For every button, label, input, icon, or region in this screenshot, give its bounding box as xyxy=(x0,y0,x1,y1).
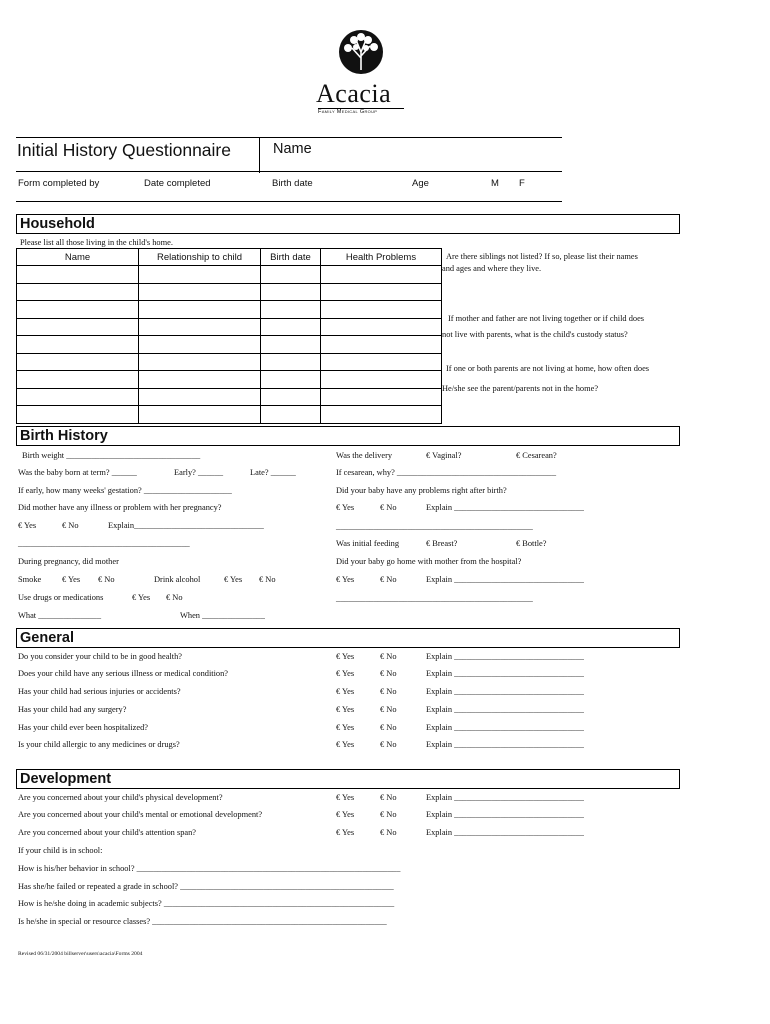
no-checkbox[interactable]: € No xyxy=(62,521,79,530)
no-checkbox[interactable]: € No xyxy=(380,828,397,837)
table-row xyxy=(17,336,442,354)
behavior-field[interactable]: How is his/her behavior in school? _______________________________________________________________ xyxy=(18,864,401,873)
household-section-title: Household xyxy=(16,214,680,234)
form-completed-by-label: Form completed by xyxy=(18,178,100,189)
column-header: Health Problems xyxy=(321,249,442,266)
no-checkbox[interactable]: € No xyxy=(380,575,397,584)
development-question: Are you concerned about your child's mental or emotional development? xyxy=(18,810,263,819)
home-with-mother: Did your baby go home with mother from the hospital? xyxy=(336,557,522,566)
birth-history-section-title: Birth History xyxy=(16,426,680,446)
general-question: Is your child allergic to any medicines or drugs? xyxy=(18,740,180,749)
custody-question-cont: not live with parents, what is the child's custody status? xyxy=(442,330,628,339)
yes-checkbox[interactable]: € Yes xyxy=(62,575,81,584)
cesarean-why[interactable]: If cesarean, why? ______________________________________ xyxy=(336,468,557,477)
logo-subtitle: Family Medical Group xyxy=(318,109,378,115)
school-label: If your child is in school: xyxy=(18,846,103,855)
general-question: Has your child had serious injuries or accidents? xyxy=(18,687,181,696)
no-checkbox[interactable]: € No xyxy=(380,687,397,696)
explain-field[interactable]: Explain _______________________________ xyxy=(426,810,584,819)
birth-date-label: Birth date xyxy=(272,178,313,189)
table-row xyxy=(17,353,442,371)
m-label: M xyxy=(491,178,499,189)
no-checkbox[interactable]: € No xyxy=(380,503,397,512)
yes-checkbox[interactable]: € Yes xyxy=(336,793,355,802)
general-question: Has your child had any surgery? xyxy=(18,705,127,714)
initial-feeding: Was initial feeding xyxy=(336,539,400,548)
table-row xyxy=(17,301,442,319)
explain-field[interactable]: Explain _______________________________ xyxy=(426,503,584,512)
acacia-tree-icon xyxy=(310,28,410,74)
yes-checkbox[interactable]: € Yes xyxy=(132,593,151,602)
explain-field[interactable]: Explain _______________________________ xyxy=(426,740,584,749)
when-field[interactable]: When _______________ xyxy=(180,611,265,620)
yes-checkbox[interactable]: € Yes xyxy=(336,669,355,678)
general-section-title: General xyxy=(16,628,680,648)
explain-field[interactable]: Explain _______________________________ xyxy=(426,705,584,714)
yes-checkbox[interactable]: € Yes xyxy=(224,575,243,584)
yes-checkbox[interactable]: € Yes xyxy=(336,810,355,819)
special-classes-field[interactable]: Is he/she in special or resource classes? ________________________________________________________ xyxy=(18,917,387,926)
no-checkbox[interactable]: € No xyxy=(380,669,397,678)
birth-weight[interactable]: Birth weight ________________________________ xyxy=(22,451,201,460)
visit-question-cont: He/she see the parent/parents not in the home? xyxy=(442,384,599,393)
early-weeks[interactable]: If early, how many weeks' gestation? _____________________ xyxy=(18,486,232,495)
visit-question: If one or both parents are not living at home, how often does xyxy=(446,364,650,373)
problems-after-birth: Did your baby have any problems right after birth? xyxy=(336,486,507,495)
explain-field[interactable]: Explain _______________________________ xyxy=(426,652,584,661)
explain-field[interactable]: Explain _______________________________ xyxy=(426,793,584,802)
table-row xyxy=(17,266,442,284)
yes-checkbox[interactable]: € Yes xyxy=(336,652,355,661)
bottle-checkbox[interactable]: € Bottle? xyxy=(516,539,547,548)
early-field[interactable]: Early? ______ xyxy=(174,468,224,477)
no-checkbox[interactable]: € No xyxy=(380,723,397,732)
explain-field[interactable]: Explain_______________________________ xyxy=(108,521,264,530)
explain-field[interactable]: Explain _______________________________ xyxy=(426,723,584,732)
column-header: Name xyxy=(17,249,139,266)
failed-grade-field[interactable]: Has she/he failed or repeated a grade in school? ___________________________________________________ xyxy=(18,882,394,891)
yes-checkbox[interactable]: € Yes xyxy=(336,723,355,732)
yes-checkbox[interactable]: € Yes xyxy=(336,575,355,584)
yes-checkbox[interactable]: € Yes xyxy=(336,503,355,512)
vaginal-checkbox[interactable]: € Vaginal? xyxy=(426,451,462,460)
siblings-question-cont: and ages and where they live. xyxy=(442,264,542,273)
table-row xyxy=(17,371,442,389)
late-field[interactable]: Late? ______ xyxy=(250,468,296,477)
general-question: Does your child have any serious illness or medical condition? xyxy=(18,669,229,678)
yes-checkbox[interactable]: € Yes xyxy=(336,705,355,714)
mother-illness: Did mother have any illness or problem with her pregnancy? xyxy=(18,503,222,512)
no-checkbox[interactable]: € No xyxy=(380,740,397,749)
no-checkbox[interactable]: € No xyxy=(380,705,397,714)
no-checkbox[interactable]: € No xyxy=(380,810,397,819)
development-question: Are you concerned about your child's attention span? xyxy=(18,828,197,837)
explain-field[interactable]: Explain _______________________________ xyxy=(426,669,584,678)
column-header: Relationship to child xyxy=(139,249,261,266)
explain-field[interactable]: Explain _______________________________ xyxy=(426,828,584,837)
column-header: Birth date xyxy=(261,249,321,266)
no-checkbox[interactable]: € No xyxy=(166,593,183,602)
cesarean-checkbox[interactable]: € Cesarean? xyxy=(516,451,557,460)
logo-name: Acacia xyxy=(316,79,392,108)
household-instruction: Please list all those living in the child's home. xyxy=(20,238,173,247)
yes-checkbox[interactable]: € Yes xyxy=(18,521,37,530)
breast-checkbox[interactable]: € Breast? xyxy=(426,539,458,548)
table-row xyxy=(17,388,442,406)
general-question: Has your child ever been hospitalized? xyxy=(18,723,148,732)
page-title: Initial History Questionnaire xyxy=(17,140,231,160)
table-row xyxy=(17,283,442,301)
yes-checkbox[interactable]: € Yes xyxy=(336,687,355,696)
what-field[interactable]: What _______________ xyxy=(18,611,102,620)
general-question: Do you consider your child to be in good health? xyxy=(18,652,182,661)
during-pregnancy: During pregnancy, did mother xyxy=(18,557,119,566)
footer-revision: Revised 06/31/2004 billserver\users\acacia\Forms 2004 xyxy=(18,951,143,957)
explain-field[interactable]: Explain _______________________________ xyxy=(426,687,584,696)
born-at-term[interactable]: Was the baby born at term? ______ xyxy=(18,468,137,477)
academic-field[interactable]: How is he/she doing in academic subjects? _______________________________________________________ xyxy=(18,899,395,908)
yes-checkbox[interactable]: € Yes xyxy=(336,740,355,749)
blank-line[interactable]: _______________________________________________ xyxy=(336,522,533,531)
table-row xyxy=(17,406,442,424)
logo xyxy=(310,28,410,118)
date-completed-label: Date completed xyxy=(144,178,211,189)
household-table xyxy=(16,248,442,424)
explain-field[interactable]: Explain _______________________________ xyxy=(426,575,584,584)
no-checkbox[interactable]: € No xyxy=(259,575,276,584)
delivery-question: Was the delivery xyxy=(336,451,393,460)
drugs-label: Use drugs or medications xyxy=(18,593,104,602)
development-question: Are you concerned about your child's physical development? xyxy=(18,793,223,802)
no-checkbox[interactable]: € No xyxy=(380,793,397,802)
yes-checkbox[interactable]: € Yes xyxy=(336,828,355,837)
no-checkbox[interactable]: € No xyxy=(98,575,115,584)
custody-question: If mother and father are not living together or if child does xyxy=(448,314,645,323)
blank-line[interactable]: _______________________________________________ xyxy=(336,594,533,603)
siblings-question: Are there siblings not listed? If so, please list their names xyxy=(446,252,638,261)
blank-line[interactable]: _________________________________________ xyxy=(18,539,190,548)
no-checkbox[interactable]: € No xyxy=(380,652,397,661)
name-label: Name xyxy=(273,141,312,157)
f-label: F xyxy=(519,178,525,189)
smoke-label: Smoke xyxy=(18,575,42,584)
drink-alcohol-label: Drink alcohol xyxy=(154,575,201,584)
table-row xyxy=(17,318,442,336)
age-label: Age xyxy=(412,178,429,189)
development-section-title: Development xyxy=(16,769,680,789)
